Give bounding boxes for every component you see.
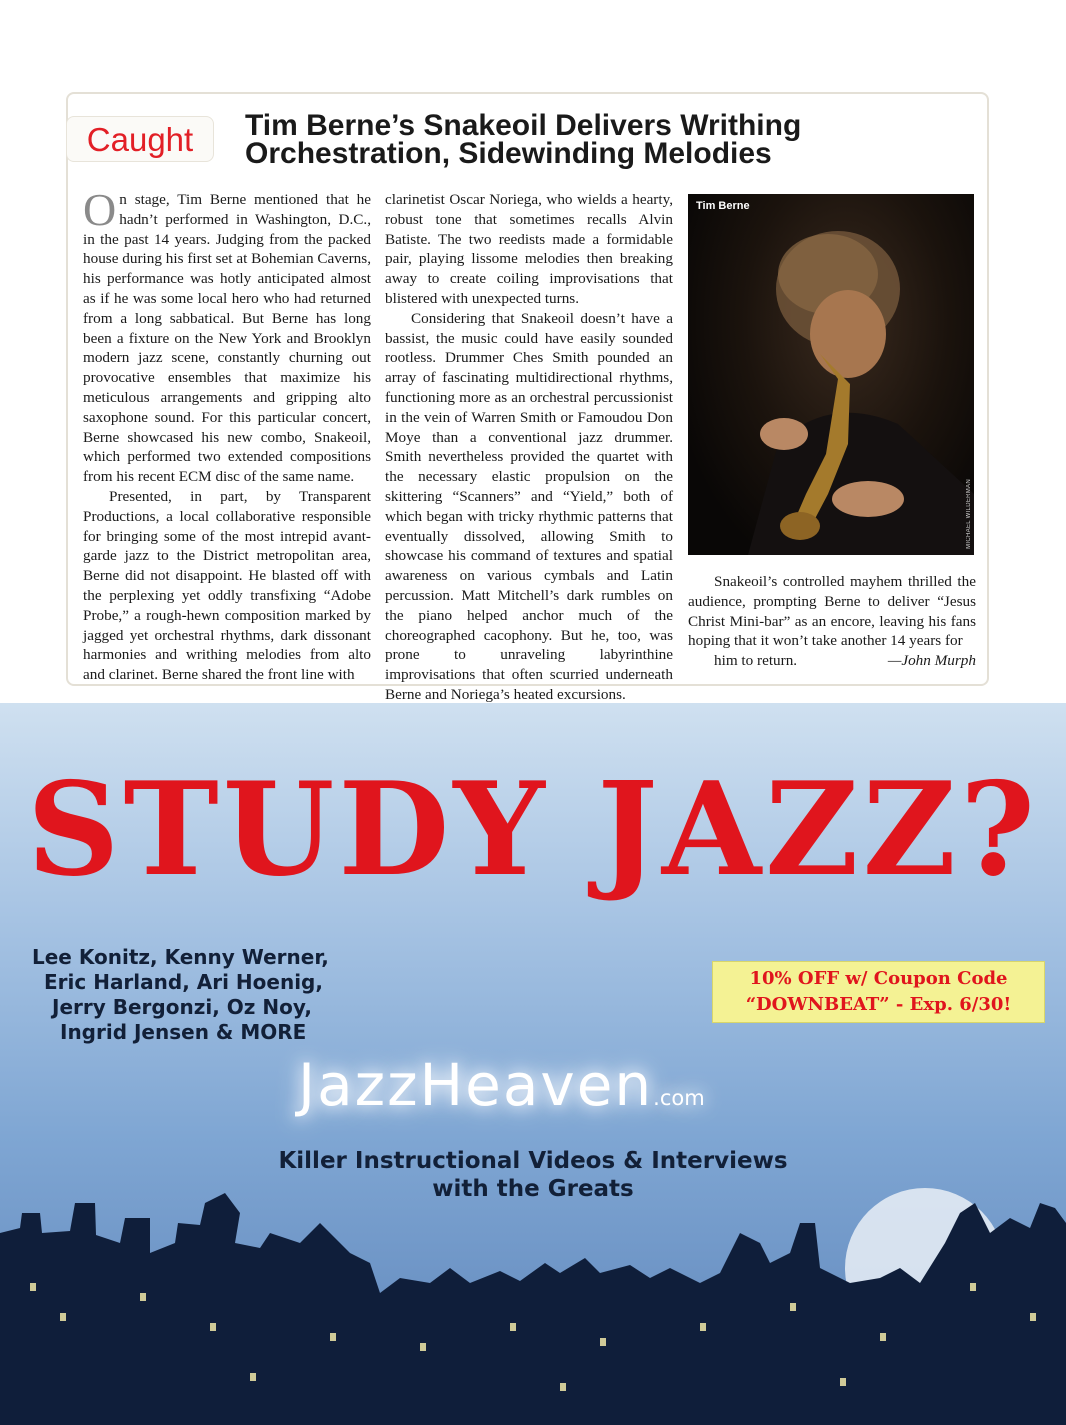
ad-headline: STUDY JAZZ? (27, 755, 1039, 905)
paragraph: Snakeoil’s controlled mayhem thrilled the audience, prompting Berne to deliver “Jesus Christ Mini-bar” as an encore, leaving his fans hoping that it won’t take another 14 years for (688, 573, 976, 650)
instructor-line: Jerry Bergonzi, Oz Noy, (52, 995, 312, 1019)
article-column-3 (688, 572, 976, 671)
headline-line-2: Orchestration, Sidewinding Melodies (245, 137, 772, 170)
article-column-1 (83, 184, 371, 685)
saxophonist-illustration (688, 194, 974, 555)
byline-row (688, 651, 976, 671)
jazzheaven-advertisement[interactable] (0, 703, 1066, 1425)
paragraph: On stage, Tim Berne mentioned that he hadn’t performed in Washington, D.C., in the past 14 years. Judging from the packed house during his first set at Bohemian Caverns, his performance was hotly anticipated almost as if he was some local hero who had returned from a long sabbatical. But Berne has long been a fixture on the New York and Brooklyn modern jazz scene, constantly churning out provocative ensembles that maximize his meticulous arrangements and gripping alto saxophone sound. For this particular concert, Berne showcased his new combo, Snakeoil, which performed two extended compositions from his recent ECM disc of the same name. (83, 184, 371, 486)
article-column-2 (385, 190, 673, 705)
instructor-line: Ingrid Jensen & MORE (60, 1020, 307, 1044)
ad-tagline-2: with the Greats (432, 1176, 634, 1202)
coupon-line-1: 10% OFF w/ Coupon Code (749, 968, 1008, 989)
city-skyline-illustration (0, 1173, 1066, 1425)
instructor-line: Eric Harland, Ari Hoenig, (44, 970, 323, 994)
photo-credit: MICHAEL WILDERMAN (966, 479, 972, 549)
byline: —John Murph (887, 652, 976, 670)
section-tag: Caught (66, 116, 214, 162)
coupon-line-2: “DOWNBEAT” - Exp. 6/30! (745, 994, 1012, 1015)
paragraph: Presented, in part, by Transparent Productions, a local collaborative responsible for bringing some of the most intrepid avant-garde jazz to the District metropolitan area, Berne did not disappoint. He blasted off with the perplexing yet oddly transfixing “Adobe Probe,” a rough-hewn composition marked by jagged yet orchestral rhythms, dark dissonant harmonies and writhing melodies from alto and clarinet. Berne shared the front line with (83, 487, 371, 684)
instructor-list (32, 945, 332, 1045)
headline-line-1: Tim Berne’s Snakeoil Delivers Writhing (245, 109, 802, 142)
jazzheaven-logo (298, 1051, 705, 1119)
photo-caption: Tim Berne (696, 200, 750, 212)
photo-tim-berne (688, 194, 974, 555)
paragraph: Considering that Snakeoil doesn’t have a bassist, the music could have easily sounded rootless. Drummer Ches Smith pounded an array of fascinating multidirectional rhythms, functioning more as an orchestral percussionist in the vein of Warren Smith or Famoudou Don Moye than a conventional jazz drummer. Smith nevertheless provided the quartet with the necessary elastic propulsion on the skittering “Scanners” and “Yield,” both of which began with tricky rhythmic patterns that eventually dissolved, allowing Smith to showcase his command of textures and spatial awareness on various cymbals and Latin percussion. Matt Mitchell’s dark rumbles on the piano helped anchor much of the choreographed cacophony. But he, too, was prone to unraveling labyrinthine improvisations that often scurried underneath Berne and Noriega’s heated excursions. (385, 309, 673, 703)
closing-text: him to return. (714, 652, 798, 670)
ad-tagline-1: Killer Instructional Videos & Interviews (278, 1148, 788, 1174)
paragraph: clarinetist Oscar Noriega, who wields a hearty, robust tone that sometimes recalls Alvin Batiste. The two reedists made a formidable pair, playing lissome melodies then breaking away to create coiling improvisations that blistered with unexpected turns. (385, 191, 673, 307)
article-headline (245, 109, 965, 170)
brand-tld: .com (653, 1086, 705, 1110)
drop-cap: O (83, 184, 117, 235)
coupon-banner (712, 961, 1045, 1023)
instructor-line: Lee Konitz, Kenny Werner, (32, 945, 329, 969)
brand-name: JazzHeaven (298, 1051, 654, 1119)
